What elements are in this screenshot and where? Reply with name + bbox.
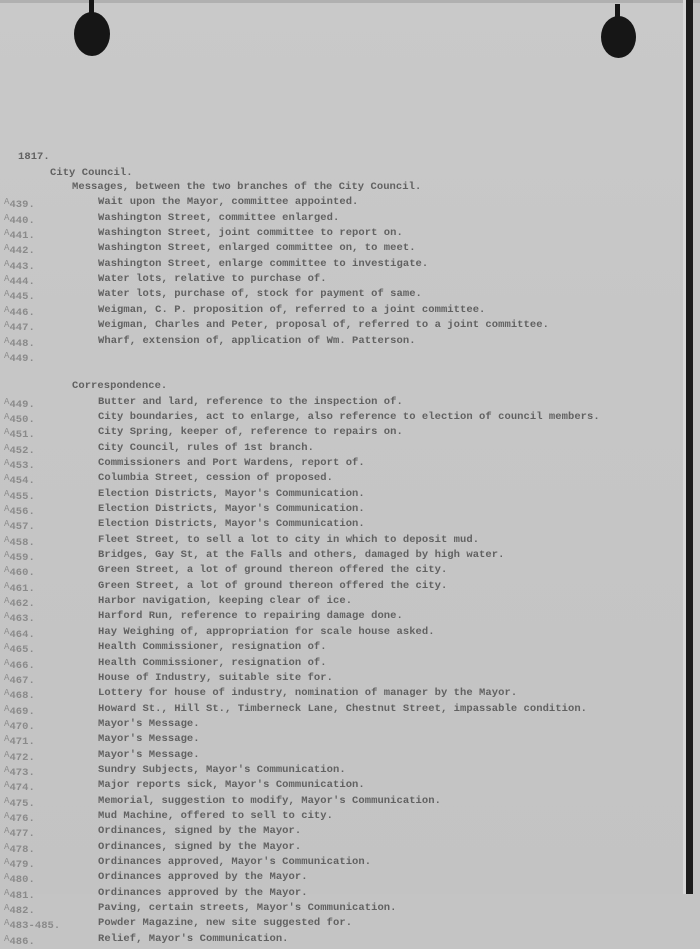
entry-text: Lottery for house of industry, nomination of manager by the Mayor. [98, 687, 518, 700]
entry-text: Water lots, relative to purchase of. [98, 273, 327, 286]
entry-text: Relief, Mayor's Communication. [98, 932, 289, 945]
entry-number-value: 479. [9, 859, 35, 872]
entry-mark: A [4, 274, 10, 285]
entry-text: Washington Street, committee enlarged. [98, 211, 340, 224]
entry-mark: A [4, 734, 10, 745]
section-heading: City Council. [50, 167, 133, 179]
entry-text: Weigman, Charles and Peter, proposal of, referred to a joint committee. [98, 319, 549, 332]
entry-mark: A [4, 626, 10, 637]
entry-mark: A [4, 857, 10, 868]
entry-number-value: 444. [9, 276, 35, 289]
entry-mark: A [4, 811, 10, 821]
entry-text: Hay Weighing of, appropriation for scale house asked. [98, 625, 435, 638]
entry-mark: A [4, 795, 10, 806]
entry-number-value: 469. [9, 705, 35, 718]
entry-text: City Spring, keeper of, reference to repairs on. [98, 426, 403, 439]
entry-number-value: 459. [9, 552, 35, 565]
entry-text: Ordinances approved by the Mayor. [98, 886, 308, 899]
entry-number-value: 473. [9, 766, 35, 779]
entry-text: Bridges, Gay St, at the Falls and others, damaged by high water. [98, 549, 505, 562]
entry-text: Health Commissioner, resignation of. [98, 656, 327, 669]
entry-number-value: 450. [9, 413, 35, 426]
entry-number-value: 453. [9, 459, 35, 472]
entry-number-value: 457. [9, 521, 35, 534]
entry-text: City boundaries, act to enlarge, also reference to election of council members. [98, 410, 600, 423]
entry-mark: A [4, 841, 10, 852]
entry-number-value: 446. [9, 306, 35, 319]
entry-mark: A [4, 565, 10, 576]
entry-text: Fleet Street, to sell a lot to city in which to deposit mud. [98, 533, 480, 546]
entry-mark: A [4, 335, 10, 346]
page-right-edge [686, 0, 693, 894]
entry-mark: A [4, 411, 10, 422]
entry-text: Butter and lard, reference to the inspection of. [98, 395, 403, 408]
entry-text: Harford Run, reference to repairing damage done. [98, 610, 403, 623]
entry-number-value: 461. [9, 582, 35, 595]
page-top-edge [0, 0, 700, 3]
entry-text: Mayor's Message. [98, 717, 200, 730]
entry-number-value: 443. [9, 260, 35, 273]
group-heading: Messages, between the two branches of the City Council. [72, 181, 422, 193]
entry-mark: A [4, 442, 10, 453]
entry-number-value: 480. [9, 874, 35, 887]
entry-number-value: 483-485. [9, 920, 61, 933]
entry-number-value: 472. [9, 751, 35, 764]
entry-mark: A [4, 933, 10, 944]
group-heading: Correspondence. [72, 380, 168, 393]
entry-mark: A [4, 488, 10, 499]
entry-number-value: 474. [9, 782, 35, 795]
entry-number-value: 475. [9, 797, 35, 810]
entry-number-value: 442. [9, 245, 35, 258]
entry-text: Paving, certain streets, Mayor's Communication. [98, 902, 397, 915]
entry-mark: A [4, 427, 10, 438]
entry-number-value: 464. [9, 628, 35, 641]
entry-mark: A [4, 749, 10, 760]
entry-number-value: 448. [9, 337, 35, 350]
entry-text: Commissioners and Port Wardens, report of. [98, 456, 365, 469]
entry-text: Ordinances approved by the Mayor. [98, 871, 308, 884]
entry-text: Mayor's Message. [98, 748, 200, 761]
entry-mark: A [4, 504, 10, 514]
entry-mark: A [4, 550, 10, 561]
entry-text: Ordinances, signed by the Mayor. [98, 840, 302, 853]
entry-number-value: 452. [9, 444, 35, 457]
binder-hole-right [601, 16, 636, 58]
entry-mark: A [4, 519, 10, 530]
entry-mark: A [4, 642, 10, 653]
entry-number [4, 349, 35, 366]
entry-text: Green Street, a lot of ground thereon offered the city. [98, 579, 448, 592]
entry-text: House of Industry, suitable site for. [98, 671, 333, 684]
entry-mark: A [4, 657, 10, 668]
entry-mark: A [4, 258, 10, 269]
entry-text: Washington Street, enlarged committee on, to meet. [98, 242, 416, 255]
entry-mark: A [4, 457, 10, 468]
entry-number-value: 477. [9, 828, 35, 841]
entry-text: Green Street, a lot of ground thereon offered the city. [98, 564, 448, 577]
entry-number-value: 439. [9, 199, 35, 212]
entry-mark: A [4, 350, 10, 361]
entry-text: Weigman, C. P. proposition of, referred to a joint committee. [98, 303, 486, 316]
entry-mark: A [4, 672, 10, 683]
entry-text: Election Districts, Mayor's Communication. [98, 503, 365, 515]
entry-text: Ordinances approved, Mayor's Communication. [98, 856, 372, 869]
entry-mark: A [4, 289, 10, 300]
entry-mark: A [4, 212, 10, 223]
entry-mark: A [4, 703, 10, 714]
entry-number-value: 451. [9, 429, 35, 442]
entry-mark: A [4, 197, 10, 208]
entry-text: Major reports sick, Mayor's Communication. [98, 779, 365, 792]
entry-number-value: 440. [9, 214, 35, 227]
entry-mark: A [4, 320, 10, 331]
entry-mark: A [4, 826, 10, 837]
entry-number-value: 454. [9, 475, 35, 488]
entry-number-value: 462. [9, 598, 35, 611]
entry-text: Wharf, extension of, application of Wm. Patterson. [98, 334, 416, 347]
entry-text: Wait upon the Mayor, committee appointed. [98, 196, 359, 209]
entry-number-value: 482. [9, 905, 35, 918]
entry-number-value: 481. [9, 889, 35, 902]
entry-text: Sundry Subjects, Mayor's Communication. [98, 763, 346, 776]
entry-number [4, 932, 35, 949]
entry-number-value: 468. [9, 690, 35, 703]
entry-mark: A [4, 473, 10, 484]
entry-mark: A [4, 903, 10, 914]
entry-text: Howard St., Hill St., Timberneck Lane, Chestnut Street, impassable condition. [98, 702, 588, 715]
entry-number-value: 449. [9, 352, 35, 365]
entry-number-value: 445. [9, 291, 35, 304]
entry-number-value: 458. [9, 536, 35, 549]
entry-text: Mayor's Message. [98, 733, 200, 746]
entry-mark: A [4, 534, 10, 545]
entry-mark: A [4, 304, 10, 315]
entry-number-value: 478. [9, 843, 35, 856]
entry-mark: A [4, 688, 10, 699]
entry-text: Election Districts, Mayor's Communication. [98, 487, 365, 500]
entry-number-value: 466. [9, 659, 35, 672]
entry-text: Washington Street, joint committee to report on. [98, 227, 403, 240]
entry-mark: A [4, 580, 10, 591]
entry-mark: A [4, 918, 10, 929]
entry-text: Ordinances, signed by the Mayor. [98, 825, 302, 838]
entry-text: Election Districts, Mayor's Communication. [98, 518, 365, 531]
entry-number-value: 463. [9, 613, 35, 626]
entry-mark: A [4, 228, 10, 239]
entry-text: Washington Street, enlarge committee to investigate. [98, 257, 429, 270]
entry-mark: A [4, 887, 10, 898]
entry-text: Mud Machine, offered to sell to city. [98, 810, 333, 822]
entry-mark: A [4, 718, 10, 729]
entry-number-value: 476. [9, 813, 35, 825]
entry-number-value: 486. [9, 935, 35, 948]
entry-number-value: 460. [9, 567, 35, 580]
entry-number-value: 470. [9, 720, 35, 733]
entry-mark: A [4, 764, 10, 775]
entry-text: Water lots, purchase of, stock for payment of same. [98, 288, 422, 301]
entry-mark: A [4, 611, 10, 622]
entry-number-value: 449. [9, 398, 35, 411]
entry-number-value: 471. [9, 736, 35, 749]
entry-number-value: 455. [9, 490, 35, 503]
entry-text: Memorial, suggestion to modify, Mayor's Communication. [98, 794, 441, 807]
entry-mark: A [4, 872, 10, 883]
entry-number-value: 456. [9, 506, 35, 518]
entry-mark: A [4, 596, 10, 607]
entry-number-value: 465. [9, 644, 35, 657]
entry-number-value: 467. [9, 674, 35, 687]
entry-text: City Council, rules of 1st branch. [98, 441, 314, 454]
entry-number-value: 441. [9, 230, 35, 243]
entry-text: Health Commissioner, resignation of. [98, 641, 327, 654]
entry-mark: A [4, 780, 10, 791]
entry-text: Columbia Street, cession of proposed. [98, 472, 333, 485]
entry-text: Harbor navigation, keeping clear of ice. [98, 595, 353, 608]
year-heading: 1817. [18, 151, 50, 163]
entry-text: Powder Magazine, new site suggested for. [98, 917, 353, 930]
entry-mark: A [4, 396, 10, 407]
binder-hole-left [74, 12, 110, 56]
entry-mark: A [4, 243, 10, 254]
entry-number-value: 447. [9, 322, 35, 335]
